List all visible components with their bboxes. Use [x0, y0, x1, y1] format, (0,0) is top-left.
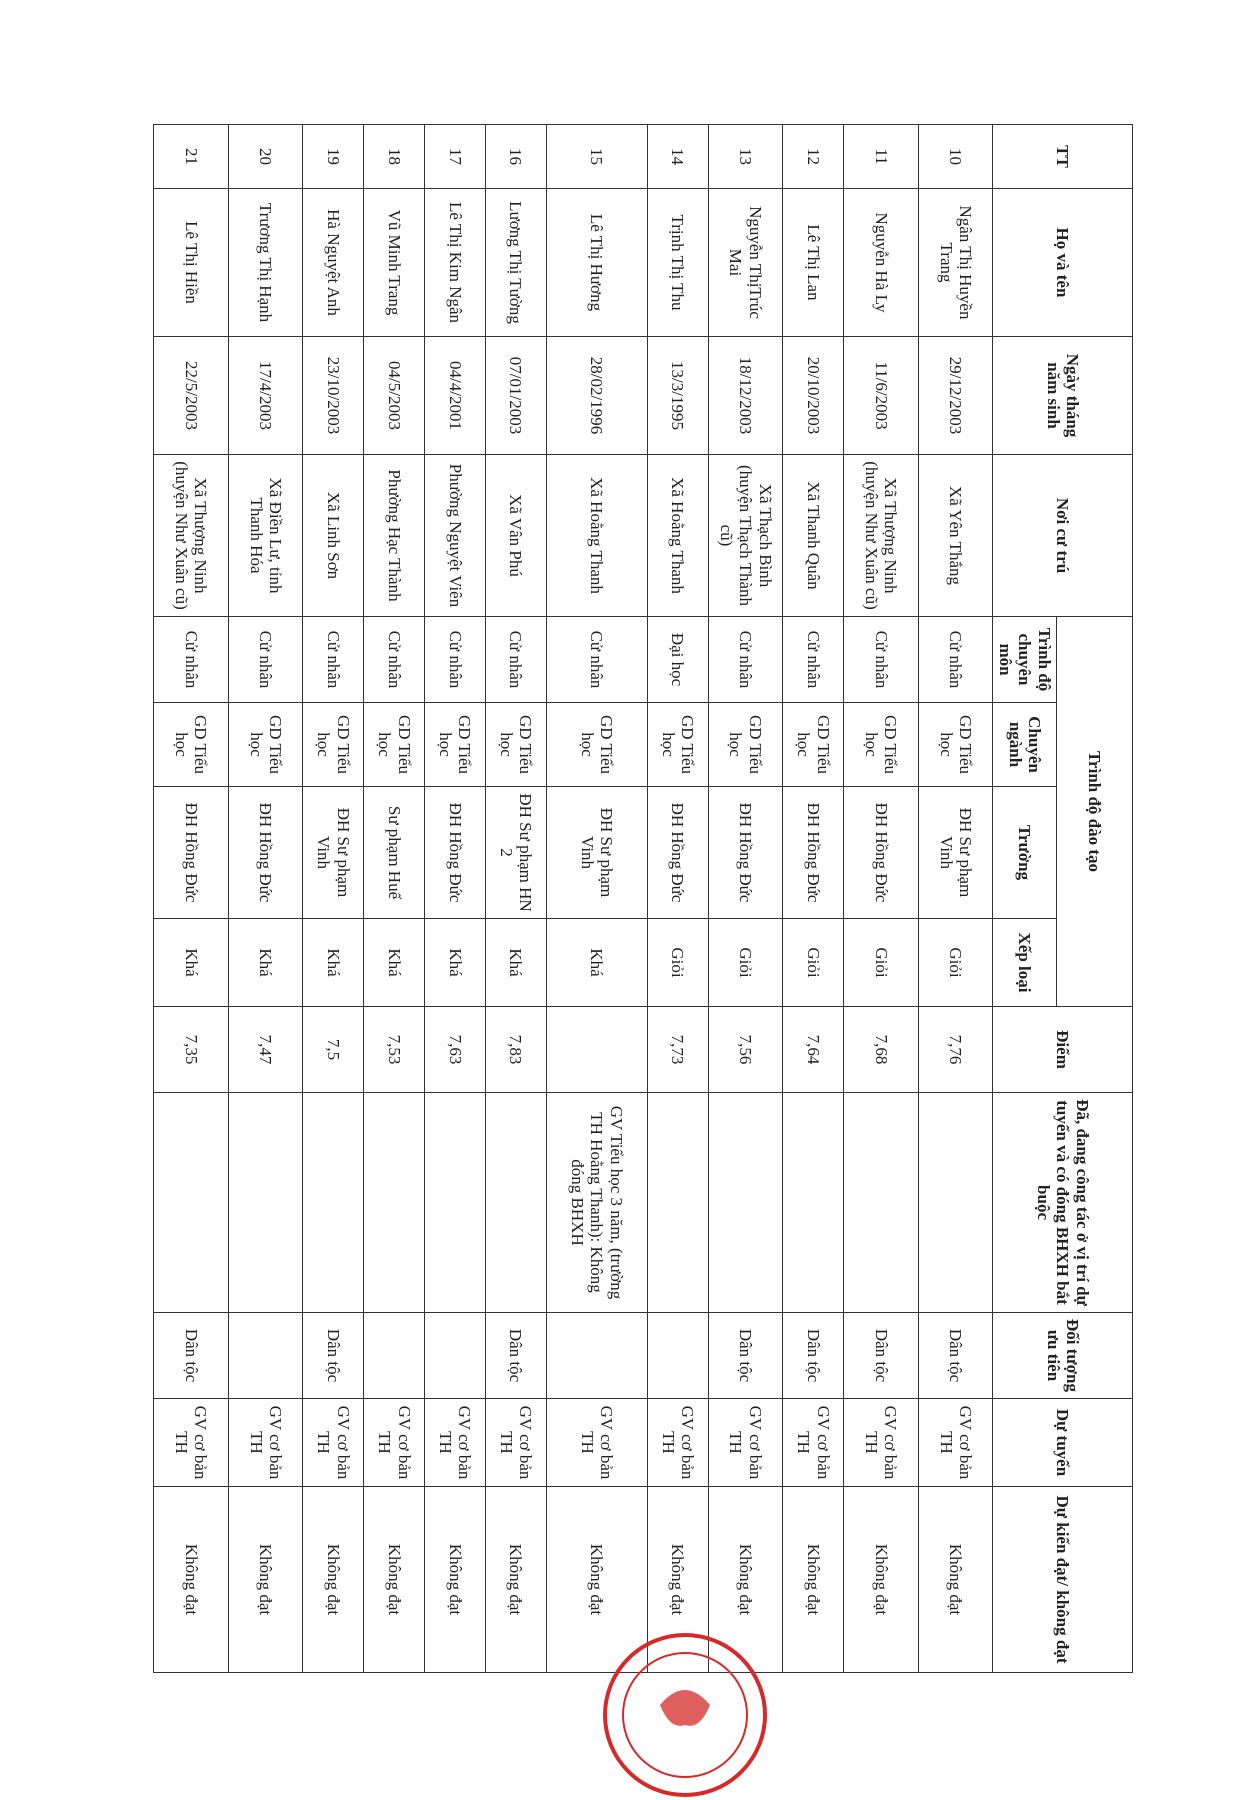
cell-noi-cu-tru: Xã Điền Lư, tỉnh Thanh Hóa — [228, 455, 303, 617]
cell-chuyen-nganh: GD Tiểu học — [844, 703, 919, 787]
cell-trinh-do: Cử nhân — [303, 617, 364, 703]
cell-tt: 10 — [918, 125, 993, 189]
header-noi-cu-tru: Nơi cư trú — [993, 455, 1133, 617]
cell-noi-cu-tru: Phường Nguyệt Viên — [424, 455, 485, 617]
cell-uu-tien — [364, 1313, 425, 1399]
cell-uu-tien: Dân tộc — [708, 1313, 783, 1399]
cell-tt: 11 — [844, 125, 919, 189]
cell-uu-tien: Dân tộc — [783, 1313, 844, 1399]
official-seal — [600, 1630, 770, 1800]
cell-cong-tac — [424, 1093, 485, 1313]
cell-tt: 20 — [228, 125, 303, 189]
table-row — [708, 125, 783, 1673]
cell-du-tuyen: GV cơ bản TH — [708, 1399, 783, 1487]
cell-trinh-do: Cử nhân — [708, 617, 783, 703]
cell-ho-ten: Lê Thị Lan — [783, 189, 844, 337]
cell-ngay-sinh: 23/10/2003 — [303, 337, 364, 455]
cell-chuyen-nganh: GD Tiểu học — [228, 703, 303, 787]
cell-xep-loai: Khá — [546, 919, 647, 1007]
cell-noi-cu-tru: Xã Linh Sơn — [303, 455, 364, 617]
cell-tt: 17 — [424, 125, 485, 189]
cell-trinh-do: Cử nhân — [918, 617, 993, 703]
cell-truong: ĐH Hồng Đức — [228, 787, 303, 919]
cell-cong-tac — [708, 1093, 783, 1313]
cell-truong: ĐH Hồng Đức — [844, 787, 919, 919]
cell-ho-ten: Vũ Minh Trang — [364, 189, 425, 337]
cell-ngay-sinh: 07/01/2003 — [485, 337, 546, 455]
cell-chuyen-nganh: GD Tiểu học — [364, 703, 425, 787]
cell-tt: 15 — [546, 125, 647, 189]
cell-diem: 7,53 — [364, 1007, 425, 1093]
cell-noi-cu-tru: Xã Thạch Bình (huyện Thạch Thành cũ) — [708, 455, 783, 617]
cell-du-tuyen: GV cơ bản TH — [424, 1399, 485, 1487]
cell-ngay-sinh: 17/4/2003 — [228, 337, 303, 455]
header-trinh-do-dao-tao: Trình độ đào tạo — [1057, 617, 1133, 1007]
cell-diem: 7,47 — [228, 1007, 303, 1093]
table-row — [228, 125, 303, 1673]
cell-ngay-sinh: 04/5/2003 — [364, 337, 425, 455]
cell-cong-tac: GV Tiểu học 3 năm, (trường TH Hoằng Thanh): Không đóng BHXH — [546, 1093, 647, 1313]
cell-ket-qua: Không đạt — [424, 1487, 485, 1673]
cell-noi-cu-tru: Phường Hạc Thành — [364, 455, 425, 617]
cell-diem: 7,64 — [783, 1007, 844, 1093]
cell-xep-loai: Khá — [154, 919, 229, 1007]
header-diem: Điểm — [993, 1007, 1133, 1093]
cell-ket-qua: Không đạt — [485, 1487, 546, 1673]
cell-cong-tac — [485, 1093, 546, 1313]
cell-trinh-do: Cử nhân — [546, 617, 647, 703]
header-tt: TT — [993, 125, 1133, 189]
cell-diem: 7,76 — [918, 1007, 993, 1093]
cell-diem — [546, 1007, 647, 1093]
table-row — [546, 125, 647, 1673]
cell-du-tuyen: GV cơ bản TH — [783, 1399, 844, 1487]
cell-chuyen-nganh: GD Tiểu học — [485, 703, 546, 787]
cell-chuyen-nganh: GD Tiểu học — [783, 703, 844, 787]
cell-ngay-sinh: 18/12/2003 — [708, 337, 783, 455]
cell-truong: ĐH Hồng Đức — [424, 787, 485, 919]
cell-ho-ten: Ngân Thị Huyền Trang — [918, 189, 993, 337]
header-trinh-do-chuyen-mon: Trình độ chuyên môn — [993, 617, 1057, 703]
cell-uu-tien: Dân tộc — [918, 1313, 993, 1399]
cell-cong-tac — [844, 1093, 919, 1313]
cell-ngay-sinh: 04/4/2001 — [424, 337, 485, 455]
cell-tt: 16 — [485, 125, 546, 189]
table-row — [918, 125, 993, 1673]
cell-ho-ten: Nguyễn ThịTrúc Mai — [708, 189, 783, 337]
cell-du-tuyen: GV cơ bản TH — [546, 1399, 647, 1487]
cell-tt: 12 — [783, 125, 844, 189]
cell-uu-tien: Dân tộc — [844, 1313, 919, 1399]
cell-uu-tien: Dân tộc — [303, 1313, 364, 1399]
table-row — [364, 125, 425, 1673]
header-xep-loai: Xếp loại — [993, 919, 1057, 1007]
cell-uu-tien — [228, 1313, 303, 1399]
cell-chuyen-nganh: GD Tiểu học — [154, 703, 229, 787]
cell-du-tuyen: GV cơ bản TH — [228, 1399, 303, 1487]
cell-diem: 7,5 — [303, 1007, 364, 1093]
cell-chuyen-nganh: GD Tiểu học — [424, 703, 485, 787]
cell-trinh-do: Cử nhân — [228, 617, 303, 703]
cell-uu-tien — [424, 1313, 485, 1399]
cell-tt: 18 — [364, 125, 425, 189]
cell-tt: 14 — [647, 125, 708, 189]
cell-ho-ten: Trương Thị Hạnh — [228, 189, 303, 337]
cell-ho-ten: Lê Thị Kim Ngân — [424, 189, 485, 337]
cell-ket-qua: Không đạt — [918, 1487, 993, 1673]
cell-ngay-sinh: 11/6/2003 — [844, 337, 919, 455]
cell-diem: 7,83 — [485, 1007, 546, 1093]
cell-noi-cu-tru: Xã Hoằng Thanh — [546, 455, 647, 617]
table-row — [844, 125, 919, 1673]
cell-uu-tien — [647, 1313, 708, 1399]
cell-truong: ĐH Sư phạm Vinh — [303, 787, 364, 919]
cell-cong-tac — [783, 1093, 844, 1313]
cell-tt: 21 — [154, 125, 229, 189]
cell-ho-ten: Lê Thị Hiền — [154, 189, 229, 337]
cell-xep-loai: Giỏi — [918, 919, 993, 1007]
table-row — [424, 125, 485, 1673]
cell-noi-cu-tru: Xã Yên Thắng — [918, 455, 993, 617]
results-sheet — [153, 124, 1133, 1672]
cell-diem: 7,68 — [844, 1007, 919, 1093]
cell-du-tuyen: GV cơ bản TH — [364, 1399, 425, 1487]
cell-ngay-sinh: 29/12/2003 — [918, 337, 993, 455]
cell-ket-qua: Không đạt — [154, 1487, 229, 1673]
cell-ho-ten: Hà Nguyệt Anh — [303, 189, 364, 337]
cell-noi-cu-tru: Xã Thanh Quân — [783, 455, 844, 617]
cell-xep-loai: Giỏi — [647, 919, 708, 1007]
cell-truong: ĐH Sư phạm Vinh — [546, 787, 647, 919]
cell-ngay-sinh: 22/5/2003 — [154, 337, 229, 455]
cell-ket-qua: Không đạt — [228, 1487, 303, 1673]
cell-ket-qua: Không đạt — [783, 1487, 844, 1673]
cell-trinh-do: Cử nhân — [424, 617, 485, 703]
cell-xep-loai: Khá — [228, 919, 303, 1007]
header-uu-tien: Đối tượng ưu tiên — [993, 1313, 1133, 1399]
cell-xep-loai: Khá — [424, 919, 485, 1007]
table-row — [154, 125, 229, 1673]
cell-cong-tac — [918, 1093, 993, 1313]
cell-du-tuyen: GV cơ bản TH — [844, 1399, 919, 1487]
cell-trinh-do: Cử nhân — [844, 617, 919, 703]
cell-truong: ĐH Hồng Đức — [154, 787, 229, 919]
cell-ho-ten: Nguyễn Hà Ly — [844, 189, 919, 337]
cell-ho-ten: Lê Thị Hương — [546, 189, 647, 337]
cell-xep-loai: Giỏi — [783, 919, 844, 1007]
cell-xep-loai: Giỏi — [844, 919, 919, 1007]
header-cong-tac: Đã, đang công tác ở vị trí dự tuyển và có đóng BHXH bắt buộc — [993, 1093, 1133, 1313]
cell-chuyen-nganh: GD Tiểu học — [708, 703, 783, 787]
cell-truong: Sư phạm Huế — [364, 787, 425, 919]
cell-ket-qua: Không đạt — [844, 1487, 919, 1673]
cell-chuyen-nganh: GD Tiểu học — [647, 703, 708, 787]
header-ket-qua: Dự kiến đạt/ không đạt — [993, 1487, 1133, 1673]
cell-ket-qua: Không đạt — [546, 1487, 647, 1673]
header-du-tuyen: Dự tuyển — [993, 1399, 1133, 1487]
cell-uu-tien — [546, 1313, 647, 1399]
header-ngay-sinh: Ngày tháng năm sinh — [993, 337, 1133, 455]
cell-du-tuyen: GV cơ bản TH — [154, 1399, 229, 1487]
cell-du-tuyen: GV cơ bản TH — [647, 1399, 708, 1487]
cell-noi-cu-tru: Xã Thượng Ninh (huyện Như Xuân cũ) — [154, 455, 229, 617]
cell-ket-qua: Không đạt — [303, 1487, 364, 1673]
cell-truong: ĐH Hồng Đức — [647, 787, 708, 919]
cell-trinh-do: Cử nhân — [154, 617, 229, 703]
header-truong: Trường — [993, 787, 1057, 919]
table-row — [303, 125, 364, 1673]
cell-ngay-sinh: 13/3/1995 — [647, 337, 708, 455]
header-chuyen-nganh: Chuyên ngành — [993, 703, 1057, 787]
cell-du-tuyen: GV cơ bản TH — [485, 1399, 546, 1487]
cell-diem: 7,35 — [154, 1007, 229, 1093]
cell-truong: ĐH Sư phạm Vinh — [918, 787, 993, 919]
cell-trinh-do: Cử nhân — [364, 617, 425, 703]
cell-truong: ĐH Hồng Đức — [708, 787, 783, 919]
cell-diem: 7,56 — [708, 1007, 783, 1093]
cell-ngay-sinh: 28/02/1996 — [546, 337, 647, 455]
cell-xep-loai: Khá — [303, 919, 364, 1007]
cell-ket-qua: Không đạt — [708, 1487, 783, 1673]
cell-ket-qua: Không đạt — [647, 1487, 708, 1673]
cell-trinh-do: Đại học — [647, 617, 708, 703]
cell-uu-tien: Dân tộc — [154, 1313, 229, 1399]
cell-chuyen-nganh: GD Tiểu học — [303, 703, 364, 787]
cell-uu-tien: Dân tộc — [485, 1313, 546, 1399]
cell-ho-ten: Trịnh Thị Thu — [647, 189, 708, 337]
table-row — [783, 125, 844, 1673]
cell-xep-loai: Khá — [364, 919, 425, 1007]
cell-cong-tac — [364, 1093, 425, 1313]
cell-trinh-do: Cử nhân — [783, 617, 844, 703]
cell-truong: ĐH Hồng Đức — [783, 787, 844, 919]
cell-ho-ten: Lương Thị Tường — [485, 189, 546, 337]
table-row — [485, 125, 546, 1673]
cell-diem: 7,63 — [424, 1007, 485, 1093]
cell-xep-loai: Khá — [485, 919, 546, 1007]
cell-tt: 13 — [708, 125, 783, 189]
cell-cong-tac — [228, 1093, 303, 1313]
cell-du-tuyen: GV cơ bản TH — [303, 1399, 364, 1487]
cell-chuyen-nganh: GD Tiểu học — [918, 703, 993, 787]
cell-noi-cu-tru: Xã Hoằng Thanh — [647, 455, 708, 617]
cell-diem: 7,73 — [647, 1007, 708, 1093]
cell-noi-cu-tru: Xã Thượng Ninh (huyện Như Xuân cũ) — [844, 455, 919, 617]
cell-du-tuyen: GV cơ bản TH — [918, 1399, 993, 1487]
cell-trinh-do: Cử nhân — [485, 617, 546, 703]
cell-ngay-sinh: 20/10/2003 — [783, 337, 844, 455]
cell-noi-cu-tru: Xã Vân Phú — [485, 455, 546, 617]
cell-chuyen-nganh: GD Tiểu học — [546, 703, 647, 787]
cell-tt: 19 — [303, 125, 364, 189]
header-ho-ten: Họ và tên — [993, 189, 1133, 337]
cell-cong-tac — [154, 1093, 229, 1313]
cell-cong-tac — [303, 1093, 364, 1313]
cell-truong: ĐH Sư phạm HN 2 — [485, 787, 546, 919]
table-row — [647, 125, 708, 1673]
cell-ket-qua: Không đạt — [364, 1487, 425, 1673]
cell-cong-tac — [647, 1093, 708, 1313]
cell-xep-loai: Giỏi — [708, 919, 783, 1007]
candidate-table — [153, 124, 1133, 1673]
